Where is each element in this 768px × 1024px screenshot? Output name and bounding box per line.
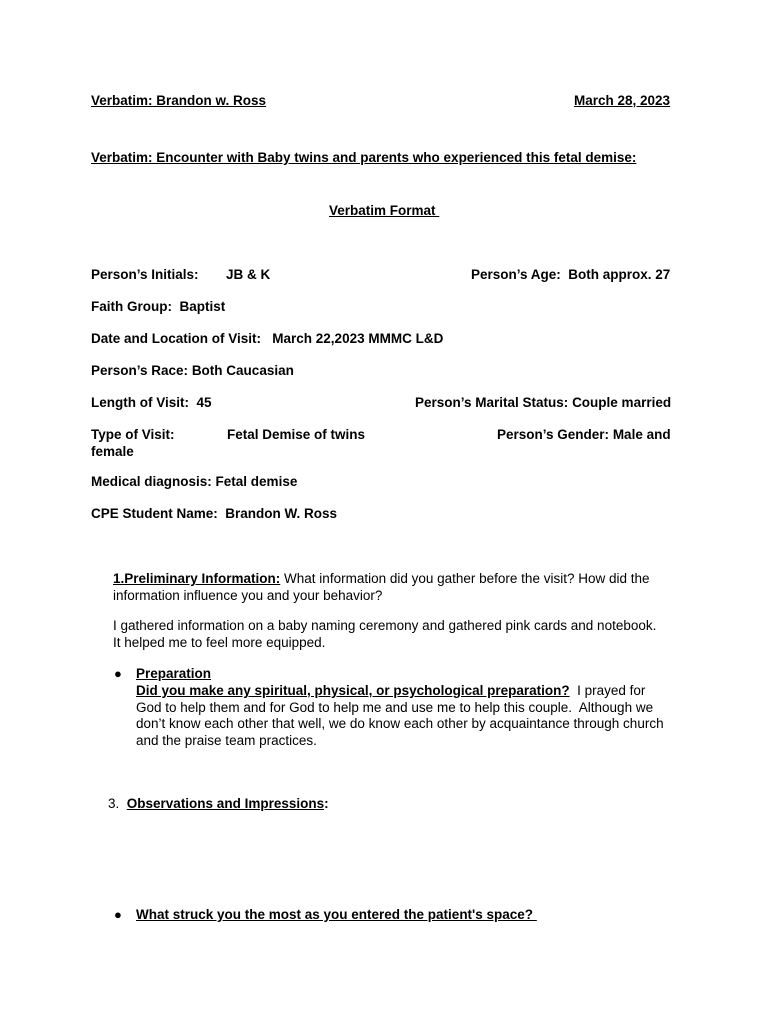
header-date: March 28, 2023 [574,93,671,108]
preliminary-question [113,570,650,587]
format-title: Verbatim Format [329,203,440,218]
preparation-question-line [136,682,645,699]
preparation-answer-line1: I prayed for [569,683,646,698]
preparation-answer-line4: and the praise team practices. [136,733,317,748]
student-field [91,505,337,522]
preparation-heading: Preparation [136,666,212,681]
gender-value-line2: female [91,444,134,459]
preliminary-answer-line1: I gathered information on a baby naming ceremony and gathered pink cards and notebook. [113,618,657,633]
length-field [91,394,212,411]
preliminary-question-line2: information influence you and your behavior? [113,588,383,603]
marital-field [415,394,671,411]
age-label: Person’s Age: [471,267,561,282]
visit-type-label: Type of Visit: [91,427,175,442]
faith-field [91,298,225,315]
date-location-field [91,330,443,347]
race-field [91,362,294,379]
header-title: Verbatim: Brandon w. Ross [91,93,267,108]
preliminary-question-line1: What information did you gather before the visit? How did the [280,571,650,586]
struck-question: What struck you the most as you entered the patient's space? [136,907,537,922]
preparation-question: Did you make any spiritual, physical, or psychological preparation? [136,683,570,698]
student-label: CPE Student Name: [91,506,218,521]
race-label: Person’s Race: [91,363,189,378]
date-location-value: March 22,2023 MMMC L&D [272,331,444,346]
student-value: Brandon W. Ross [225,506,338,521]
diagnosis-label: Medical diagnosis: [91,474,212,489]
diagnosis-field [91,473,297,490]
observations-colon: : [324,796,329,811]
gender-field [497,426,671,443]
race-value: Both Caucasian [191,363,294,378]
preparation-answer-line3: don’t know each other that well, we do know each other by acquaintance through church [136,716,664,731]
age-value: Both approx. 27 [568,267,671,282]
marital-label: Person’s Marital Status: [415,395,569,410]
date-location-label: Date and Location of Visit: [91,331,262,346]
length-value: 45 [196,395,212,410]
length-label: Length of Visit: [91,395,189,410]
initials-value: JB & K [226,267,271,282]
marital-value: Couple married [572,395,672,410]
faith-label: Faith Group: [91,299,172,314]
observations-heading-line [108,795,329,812]
preparation-answer-line2: God to help them and for God to help me and use me to help this couple. Although we [136,700,654,715]
observations-heading: Observations and Impressions [126,796,325,811]
faith-value: Baptist [179,299,226,314]
preliminary-answer-line2: It helped me to feel more equipped. [113,635,326,650]
visit-type-value: Fetal Demise of twins [227,427,366,442]
gender-value-line1: Male and [612,427,671,442]
bullet-icon: ● [114,666,122,681]
bullet-icon: ● [114,907,122,922]
subtitle: Verbatim: Encounter with Baby twins and parents who experienced this fetal demise: [91,150,637,165]
initials-label: Person’s Initials: [91,267,199,282]
gender-label: Person’s Gender: [497,427,610,442]
preliminary-heading: 1.Preliminary Information: [113,571,281,586]
diagnosis-value: Fetal demise [215,474,298,489]
section3-number: 3. [108,796,120,811]
age-field [471,266,670,283]
